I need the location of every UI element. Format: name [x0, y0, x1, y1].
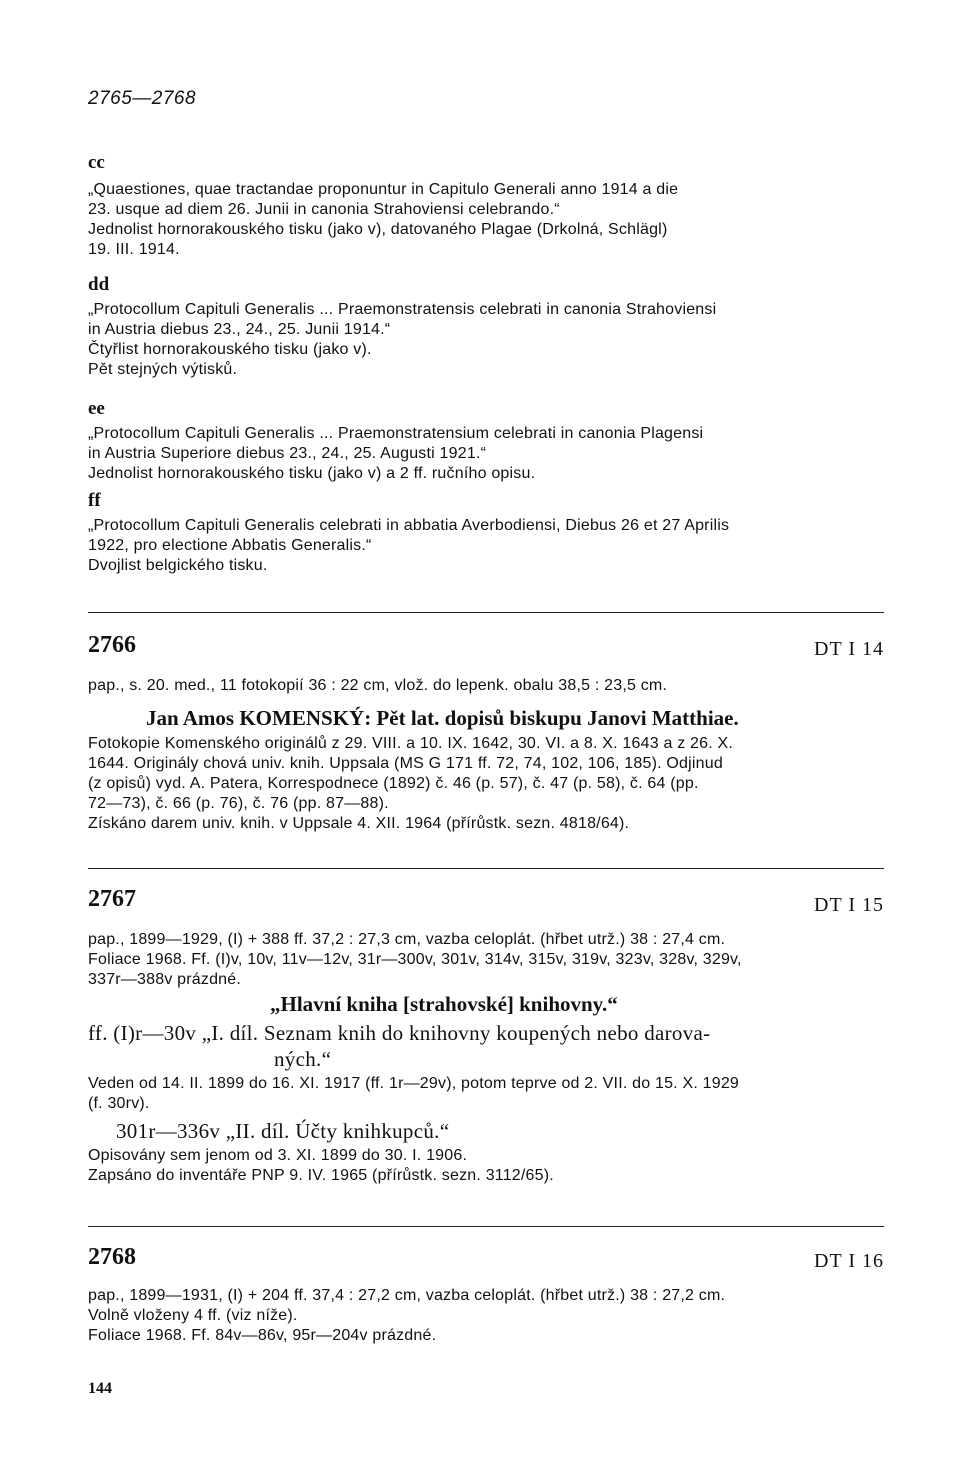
- entry-2767-part2: [88, 1118, 884, 1144]
- entry-2767-description: [88, 930, 884, 990]
- entry-title: „Hlavní kniha [strahovské] knihovny.“: [270, 992, 618, 1016]
- text-line: in Austria Superiore diebus 23., 24., 25. Augusti 1921.“: [88, 445, 487, 462]
- section-ff: [88, 490, 884, 576]
- part-heading: 301r—336v „II. díl. Účty knihkupců.“: [116, 1119, 450, 1143]
- text-line: „Quaestiones, quae tractandae proponuntur in Capitulo Generali anno 1914 a die: [88, 181, 679, 198]
- text-line: Foliace 1968. Ff. (I)v, 10v, 11v—12v, 31r—300v, 301v, 314v, 315v, 319v, 323v, 328v, 329v,: [88, 951, 742, 968]
- text-line: „Protocollum Capituli Generalis celebrati in abbatia Averbodiensi, Diebus 26 et 27 Aprilis: [88, 517, 730, 534]
- entry-title: Jan Amos KOMENSKÝ: Pět lat. dopisů biskupu Janovi Matthiae.: [146, 706, 739, 730]
- text-line: Čtyřlist hornorakouského tisku (jako v).: [88, 341, 372, 358]
- text-line: (f. 30rv).: [88, 1095, 150, 1112]
- divider: [88, 612, 884, 613]
- entry-2766-notes: [88, 734, 884, 834]
- entry-2768-description: [88, 1286, 884, 1346]
- text-line: Veden od 14. II. 1899 do 16. XI. 1917 (ff. 1r—29v), potom teprve od 2. VII. do 15. X. 1929: [88, 1075, 740, 1092]
- section-mark: ff: [88, 490, 101, 511]
- entry-number: 2767: [88, 886, 136, 912]
- text-line: „Protocollum Capituli Generalis ... Praemonstratensium celebrati in canonia Plagensi: [88, 425, 704, 442]
- text-line: Jednolist hornorakouského tisku (jako v), datovaného Plagae (Drkolná, Schlägl): [88, 221, 668, 238]
- text-line: 1922, pro electione Abbatis Generalis.“: [88, 537, 372, 554]
- text-line: Zapsáno do inventáře PNP 9. IV. 1965 (přírůstk. sezn. 3112/65).: [88, 1167, 554, 1184]
- text-line: 19. III. 1914.: [88, 241, 180, 258]
- shelf-signature: DT I 14: [814, 638, 884, 660]
- entry-2767-header: [88, 886, 884, 920]
- part-heading: ff. (I)r—30v „I. díl. Seznam knih do knihovny koupených nebo darova-: [88, 1021, 711, 1045]
- section-mark: ee: [88, 398, 105, 419]
- text-line: Foliace 1968. Ff. 84v—86v, 95r—204v prázdné.: [88, 1327, 437, 1344]
- text-line: „Protocollum Capituli Generalis ... Praemonstratensis celebrati in canonia Strahoviensi: [88, 301, 717, 318]
- running-header: 2765—2768: [88, 88, 197, 109]
- shelf-signature: DT I 16: [814, 1250, 884, 1272]
- divider: [88, 1226, 884, 1227]
- text-line: Volně vloženy 4 ff. (viz níže).: [88, 1307, 298, 1324]
- text-line: 1644. Originály chová univ. knih. Uppsala (MS G 171 ff. 72, 74, 102, 106, 185). Odjinud: [88, 755, 723, 772]
- section-mark: dd: [88, 274, 110, 295]
- entry-number: 2766: [88, 632, 136, 658]
- shelf-signature: DT I 15: [814, 894, 884, 916]
- page-number: 144: [88, 1380, 112, 1397]
- text-line: (z opisů) vyd. A. Patera, Korrespodnece (1892) č. 46 (p. 57), č. 47 (p. 58), č. 64 (pp.: [88, 775, 699, 792]
- entry-2767-part2-note: [88, 1146, 884, 1186]
- divider: [88, 868, 884, 869]
- section-mark: cc: [88, 152, 105, 173]
- entry-number: 2768: [88, 1244, 136, 1270]
- text-line: 23. usque ad diem 26. Junii in canonia Strahoviensi celebrando.“: [88, 201, 560, 218]
- text-line: pap., 1899—1929, (I) + 388 ff. 37,2 : 27,3 cm, vazba celoplát. (hřbet utrž.) 38 : 27,4 cm.: [88, 931, 726, 948]
- entry-2766-header: [88, 632, 884, 662]
- text-line: 337r—388v prázdné.: [88, 971, 242, 988]
- part-heading-cont: ných.“: [274, 1047, 332, 1071]
- text-line: 72—73), č. 66 (p. 76), č. 76 (pp. 87—88).: [88, 795, 389, 812]
- section-cc: [88, 152, 884, 260]
- text-line: Pět stejných výtisků.: [88, 361, 238, 378]
- text-line: Jednolist hornorakouského tisku (jako v) a 2 ff. ručního opisu.: [88, 465, 536, 482]
- text-line: pap., 1899—1931, (I) + 204 ff. 37,4 : 27,2 cm, vazba celoplát. (hřbet utrž.) 38 : 27,2 cm.: [88, 1287, 726, 1304]
- entry-2768-header: [88, 1244, 884, 1274]
- text-line: Dvojlist belgického tisku.: [88, 557, 268, 574]
- section-dd: [88, 274, 884, 380]
- text-line: in Austria diebus 23., 24., 25. Junii 1914.“: [88, 321, 391, 338]
- text-line: Získáno darem univ. knih. v Uppsale 4. XII. 1964 (přírůstk. sezn. 4818/64).: [88, 815, 630, 832]
- entry-2766-description: [88, 676, 884, 696]
- physical-description: pap., s. 20. med., 11 fotokopií 36 : 22 cm, vlož. do lepenk. obalu 38,5 : 23,5 cm.: [88, 677, 668, 694]
- section-ee: [88, 398, 884, 484]
- text-line: Fotokopie Komenského originálů z 29. VIII. a 10. IX. 1642, 30. VI. a 8. X. 1643 a z 26. X.: [88, 735, 734, 752]
- entry-2767-part1-note: [88, 1074, 884, 1114]
- entry-2767-part1: [88, 1020, 884, 1072]
- text-line: Opisovány sem jenom od 3. XI. 1899 do 30. I. 1906.: [88, 1147, 468, 1164]
